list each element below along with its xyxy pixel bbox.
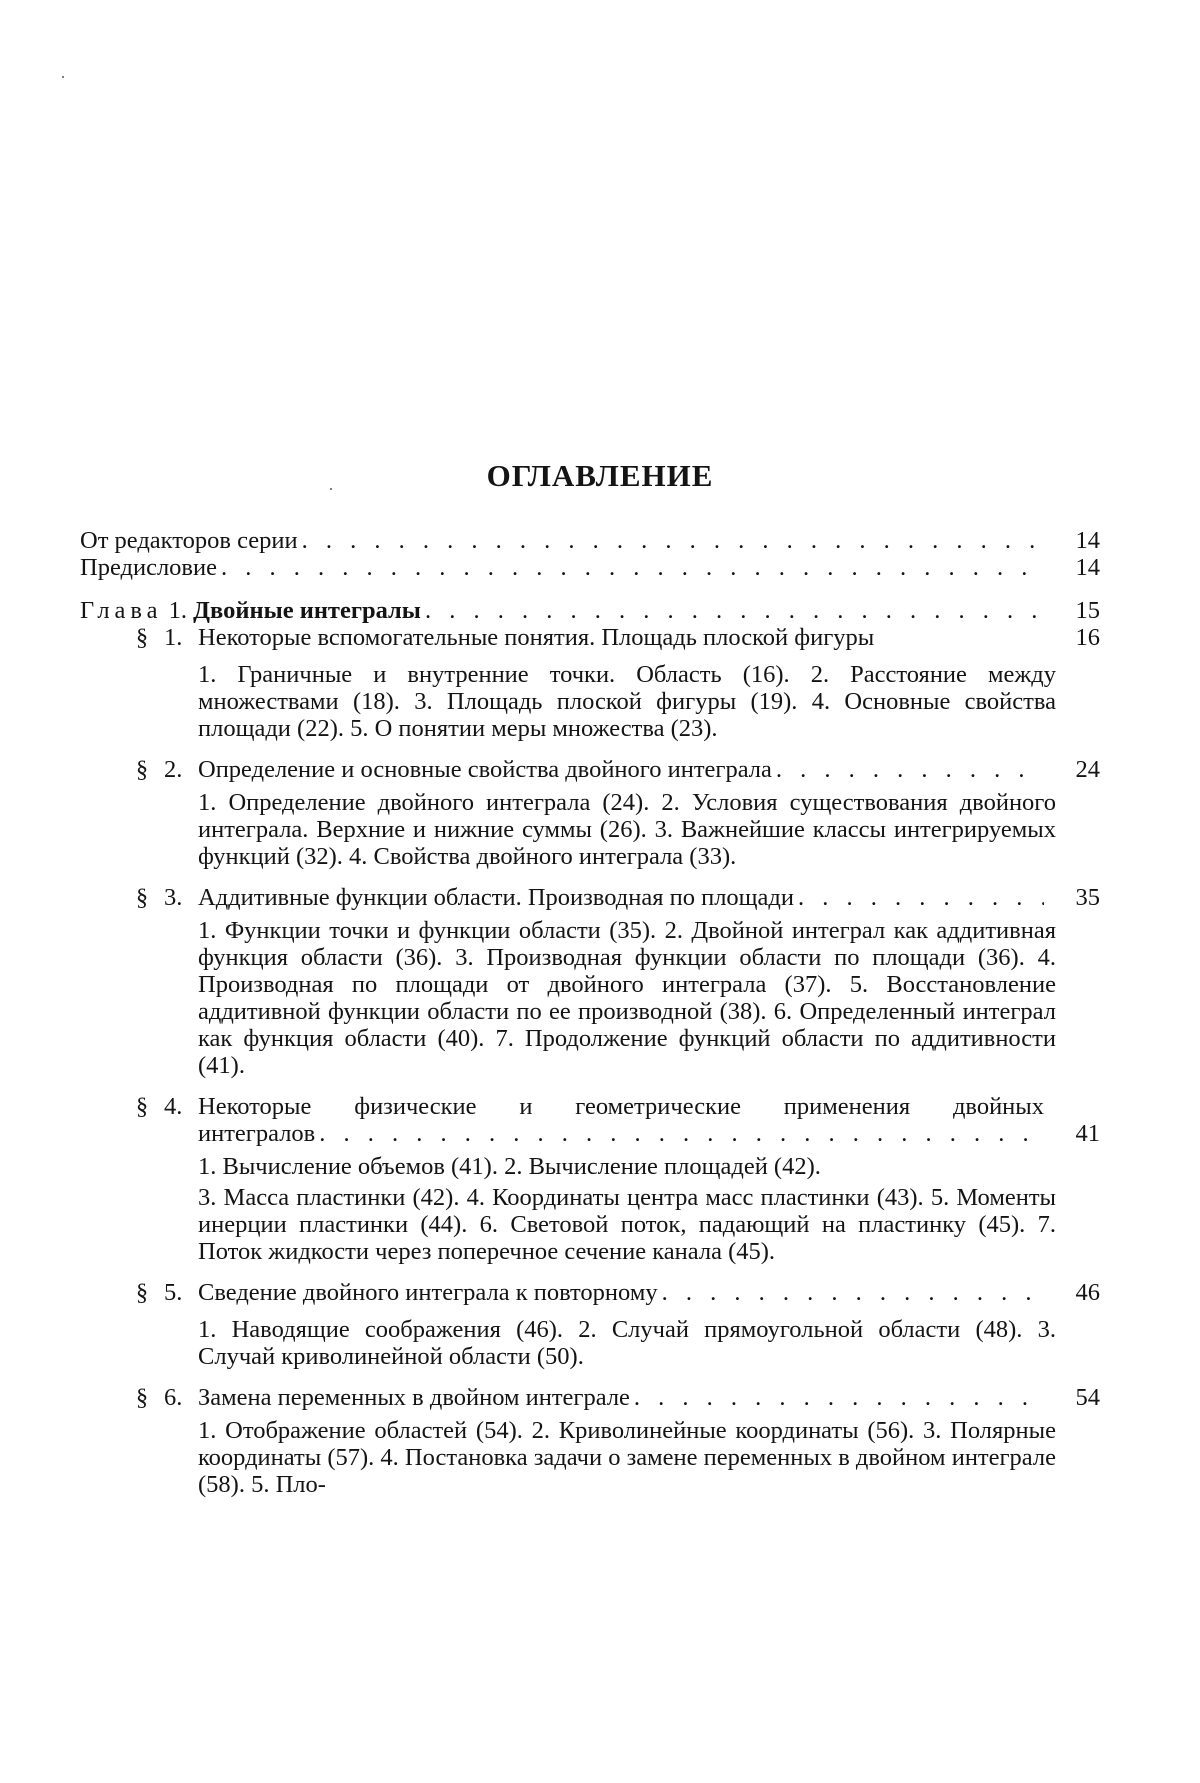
dot-leader <box>776 756 1044 783</box>
toc-section-5[interactable] <box>80 1279 1100 1306</box>
toc-page-number: 46 <box>1075 1279 1100 1306</box>
chapter-heading <box>80 597 421 624</box>
section-number: 2. <box>164 756 183 783</box>
toc-page-number: 54 <box>1075 1384 1100 1411</box>
dot-leader <box>302 527 1044 554</box>
toc-section-1[interactable] <box>80 624 1100 651</box>
toc-page-number: 16 <box>1075 624 1100 651</box>
section-subsections: 1. Определение двойного интеграла (24). 2. Условия существования двойного интеграла. Верхние и нижние суммы (26). 3. Важнейшие классы интегрируемых функций (32). 4. Свойства двойного интеграла (33). <box>198 789 1056 870</box>
page-title: ОГЛАВЛЕНИЕ <box>486 458 714 493</box>
section-symbol: § <box>135 624 149 651</box>
section-number: 3. <box>164 884 183 911</box>
toc-page-number: 15 <box>1075 597 1100 624</box>
section-number: 4. <box>164 1093 183 1120</box>
section-subsections: 1. Наводящие соображения (46). 2. Случай прямоугольной области (48). 3. Случай криволинейной области (50). <box>198 1316 1056 1370</box>
section-heading <box>80 756 772 783</box>
dot-leader <box>425 597 1044 624</box>
toc-entry-editors-foreword[interactable] <box>80 527 1100 554</box>
section-symbol: § <box>135 1279 149 1306</box>
section-subsections: 1. Вычисление объемов (41). 2. Вычисление площадей (42). <box>198 1153 821 1180</box>
toc-page-number: 14 <box>1075 527 1100 554</box>
section-number: 1. <box>164 624 183 651</box>
section-title: Некоторые физические и геометрические применения двойных <box>198 1093 1044 1120</box>
section-heading <box>80 1093 198 1147</box>
section-number: 5. <box>164 1279 183 1306</box>
section-title: интегралов <box>198 1120 316 1147</box>
dot-leader <box>634 1384 1044 1411</box>
toc-section-4[interactable] <box>80 1093 1100 1147</box>
section-symbol: § <box>135 1093 149 1120</box>
toc-section-6[interactable] <box>80 1384 1100 1411</box>
table-of-contents <box>80 527 1100 1498</box>
dot-leader <box>662 1279 1044 1306</box>
section-heading <box>80 884 794 911</box>
dot-leader <box>319 1120 1044 1147</box>
section-heading <box>80 1279 658 1306</box>
toc-page-number: 35 <box>1075 884 1100 911</box>
toc-chapter-1[interactable] <box>80 597 1100 624</box>
dot-leader <box>221 554 1044 581</box>
toc-section-3[interactable] <box>80 884 1100 911</box>
section-number: 6. <box>164 1384 183 1411</box>
section-subsections: 1. Функции точки и функции области (35). 2. Двойной интеграл как аддитивная функция области (36). 3. Производная функции области по площади (36). 4. Производная по площади от двойного интеграла (37). 5. Восстановление аддитивной функции области по ее производной (38). 6. Определенный интеграл как функция области (40). 7. Продолжение функций области по аддитивности (41). <box>198 917 1056 1079</box>
section-title-block <box>198 1093 1100 1147</box>
toc-page-number: 24 <box>1075 756 1100 783</box>
toc-entry-label: Предисловие <box>80 554 217 581</box>
section-title-continuation <box>198 1120 1100 1147</box>
chapter-title: Двойные интегралы <box>193 597 421 624</box>
section-title: Сведение двойного интеграла к повторному <box>198 1279 658 1306</box>
section-title: Аддитивные функции области. Производная по площади <box>198 884 794 911</box>
section-title: Некоторые вспомогательные понятия. Площадь плоской фигуры <box>198 624 875 651</box>
section-subsections: 1. Граничные и внутренние точки. Область (16). 2. Расстояние между множествами (18). 3. Площадь плоской фигуры (19). 4. Основные свойства площади (22). 5. О понятии меры множества (23). <box>198 661 1056 742</box>
section-title: Определение и основные свойства двойного интеграла <box>198 756 772 783</box>
section-symbol: § <box>135 756 149 783</box>
section-subsections: 1. Отображение областей (54). 2. Криволинейные координаты (56). 3. Полярные координаты (57). 4. Постановка задачи о замене переменных в двойном интеграле (58). 5. Пло- <box>198 1417 1056 1498</box>
section-subsections: 3. Масса пластинки (42). 4. Координаты центра масс пластинки (43). 5. Моменты инерции пластинки (44). 6. Световой поток, падающий на пластинку (45). 7. Поток жидкости через поперечное сечение канала (45). <box>198 1184 1056 1265</box>
chapter-number: 1. <box>168 597 188 624</box>
dot-leader <box>798 884 1044 911</box>
toc-page-number: 41 <box>1075 1120 1100 1147</box>
toc-entry-label: От редакторов серии <box>80 527 298 554</box>
section-heading <box>80 1384 630 1411</box>
toc-section-2[interactable] <box>80 756 1100 783</box>
toc-page-number: 14 <box>1075 554 1100 581</box>
section-symbol: § <box>135 884 149 911</box>
section-symbol: § <box>135 1384 149 1411</box>
section-title: Замена переменных в двойном интеграле <box>198 1384 630 1411</box>
chapter-prefix: Глава <box>80 597 163 624</box>
scan-speck <box>62 76 64 78</box>
toc-entry-preface[interactable] <box>80 554 1100 581</box>
